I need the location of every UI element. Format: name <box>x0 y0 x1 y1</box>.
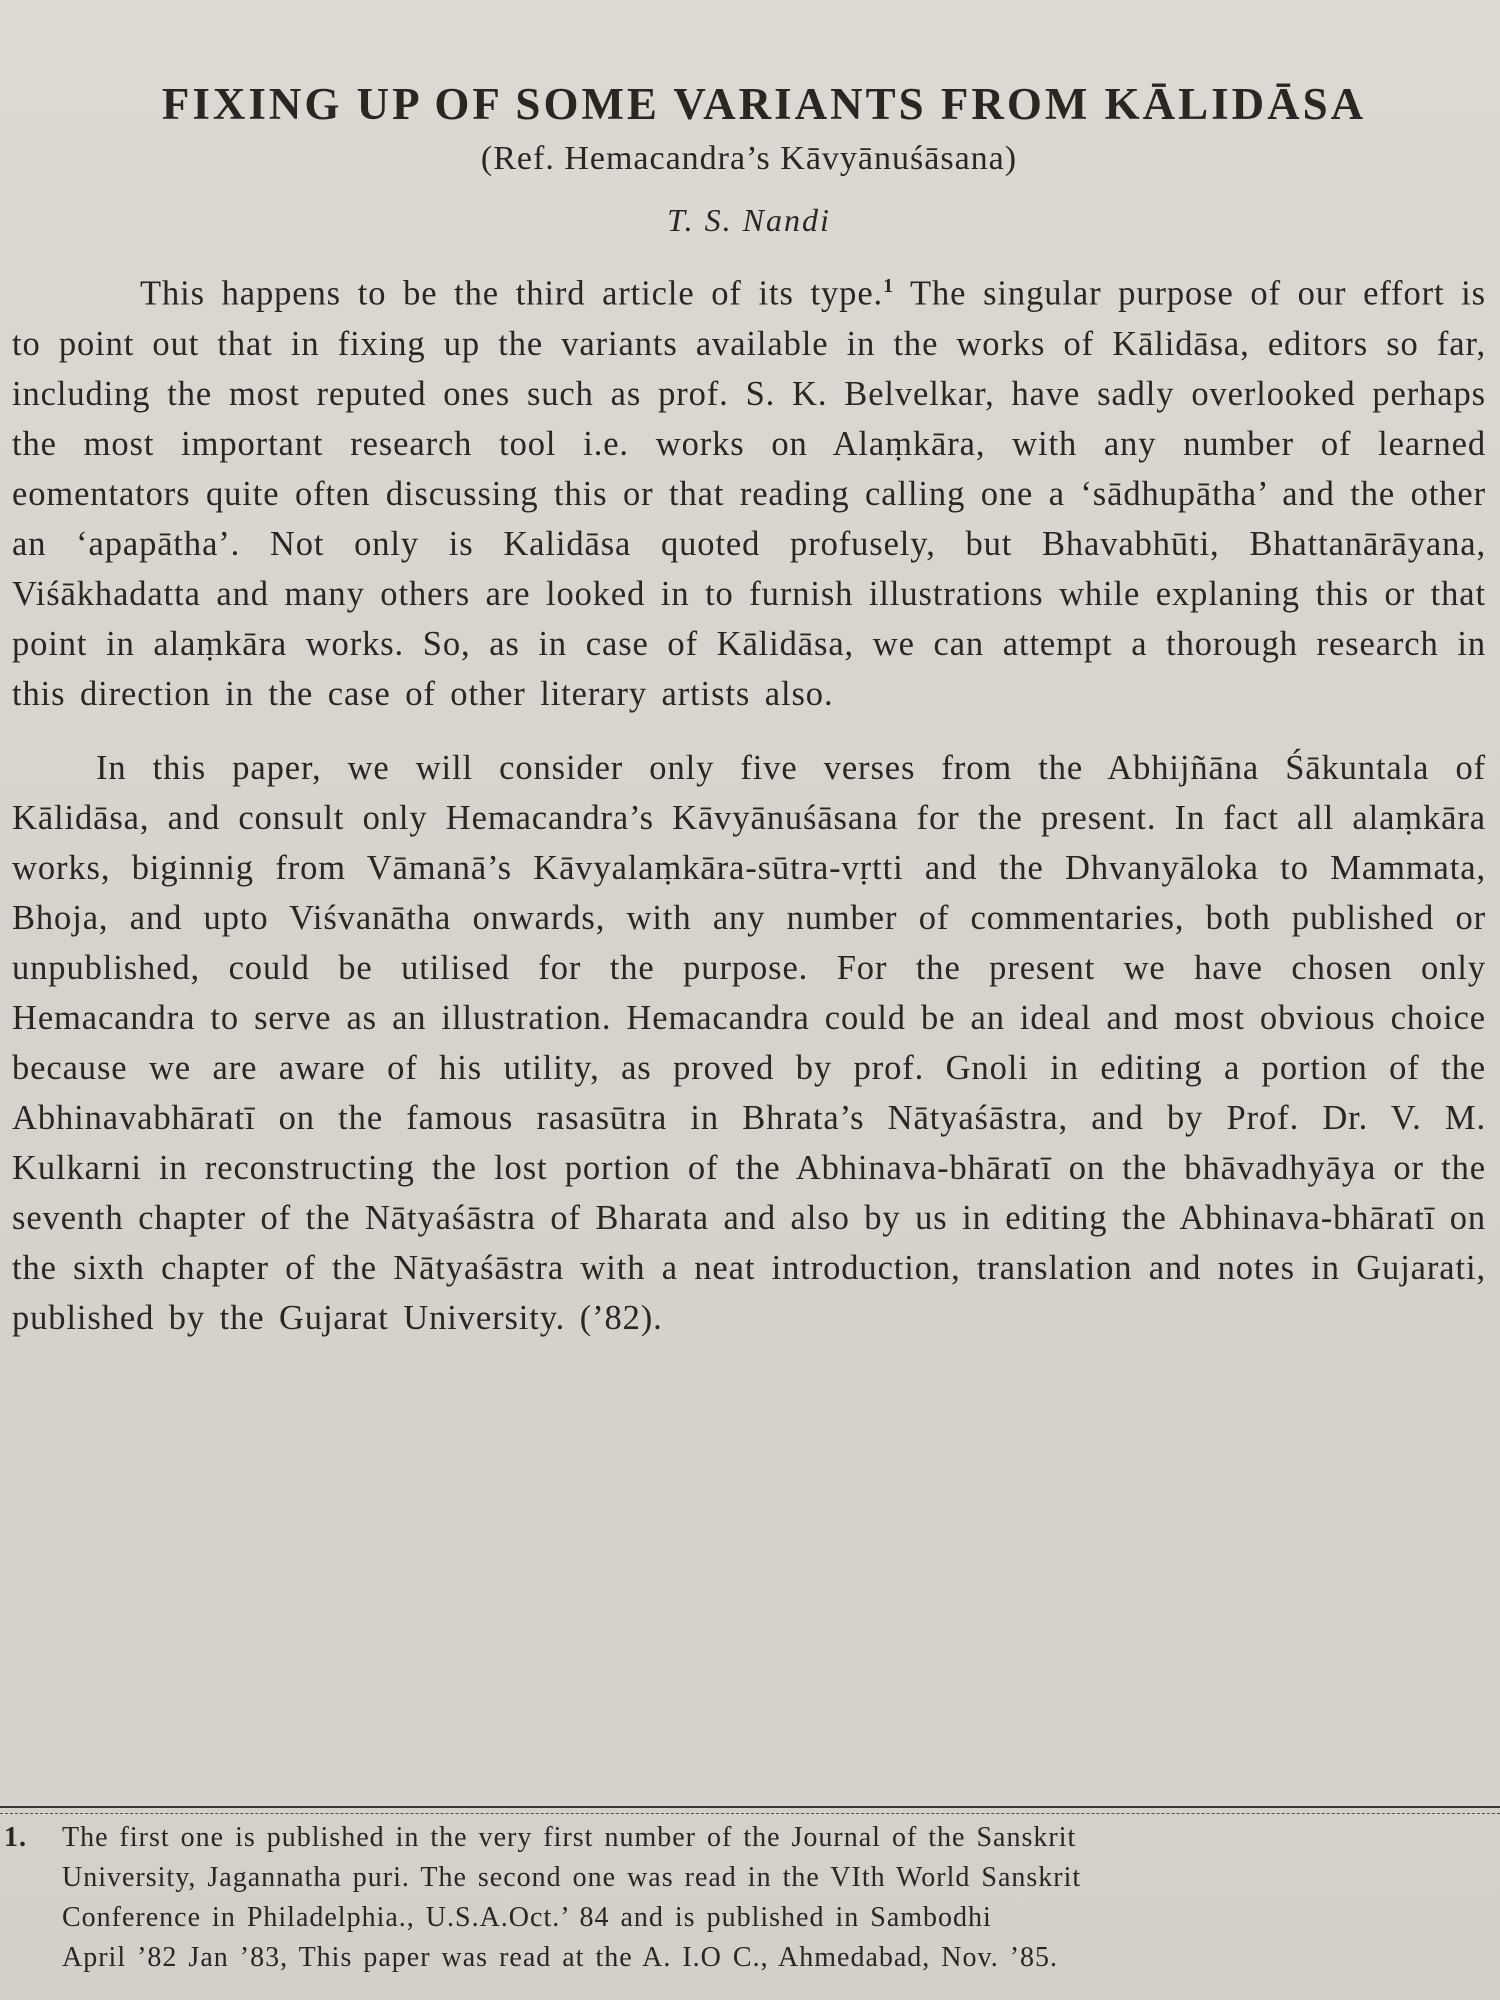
footnote-line: April ’82 Jan ’83, This paper was read at the A. I.O C., Ahmedabad, Nov. ’85. <box>62 1942 1059 1973</box>
body-paragraph-2: In this paper, we will consider only five verses from the Abhijñāna Śākuntala of Kālidāsa, and consult only Hemacandra’s Kāvyānuśāsana for the present. In fact all alaṃkāra works, biginnig from Vāmanā’s Kāvyalaṃkāra-sūtra-vṛtti and the Dhvanyāloka to Mammata, Bhoja, and upto Viśvanātha onwards, with any number of commentaries, both published or unpublished, could be utilised for the purpose. For the present we have chosen only Hemacandra to serve as an illustration. Hemacandra could be an ideal and most obvious choice because we are aware of his utility, as proved by prof. Gnoli in editing a portion of the Abhinavabhāratī on the famous rasasūtra in Bhrata’s Nātyaśāstra, and by Prof. Dr. V. M. Kulkarni in reconstructing the lost portion of the Abhinava-bhāratī on the bhāvadhyāya or the seventh chapter of the Nātyaśāstra of Bharata and also by us in editing the Abhinava-bhāratī on the sixth chapter of the Nātyaśāstra with a neat introduction, translation and notes in Gujarati, published by the Gujarat University. (’82). <box>12 748 1486 1337</box>
footnote-divider-dashed <box>0 1813 1500 1814</box>
footnote-text <box>62 1818 1482 1978</box>
paragraph-1-opening: This happens to be the third article of its type. <box>140 274 884 313</box>
article-subtitle: (Ref. Hemacandra’s Kāvyānuśāsana) <box>480 140 1018 177</box>
footnote-divider <box>0 1806 1500 1808</box>
footnote-reference[interactable]: 1 <box>883 275 894 297</box>
body-paragraph-1 <box>12 261 1486 719</box>
footnote-line: Conference in Philadelphia., U.S.A.Oct.’ 84 and is published in Sambodhi <box>62 1902 992 1933</box>
footnote-number: 1. <box>4 1822 27 1853</box>
paragraph-1-text: The singular purpose of our effort is to point out that in fixing up the variants available in the works of Kālidāsa, editors so far, including the most reputed ones such as prof. S. K. Belvelkar, have sadly overlooked perhaps the most important research tool i.e. works on Alaṃkāra, with any number of learned eomentators quite often discussing this or that reading calling one a ‘sādhupātha’ and the other an ‘apapātha’. Not only is Kalidāsa quoted profusely, but Bhavabhūti, Bhattanārāyana, Viśākhadatta and many others are looked in to furnish illustrations while explaning this or that point in alaṃkāra works. So, as in case of Kālidāsa, we can attempt a thorough research in this direction in the case of other literary artists also. <box>12 274 1486 713</box>
footnote-line: The first one is published in the very first number of the Journal of the Sanskrit <box>62 1822 1077 1853</box>
footnote-line: University, Jagannatha puri. The second one was read in the VIth World Sanskrit <box>62 1862 1082 1893</box>
article-title: FIXING UP OF SOME VARIANTS FROM KĀLIDĀSA <box>161 79 1367 129</box>
footnote <box>4 1818 1482 1978</box>
article-author: T. S. Nandi <box>667 202 831 238</box>
